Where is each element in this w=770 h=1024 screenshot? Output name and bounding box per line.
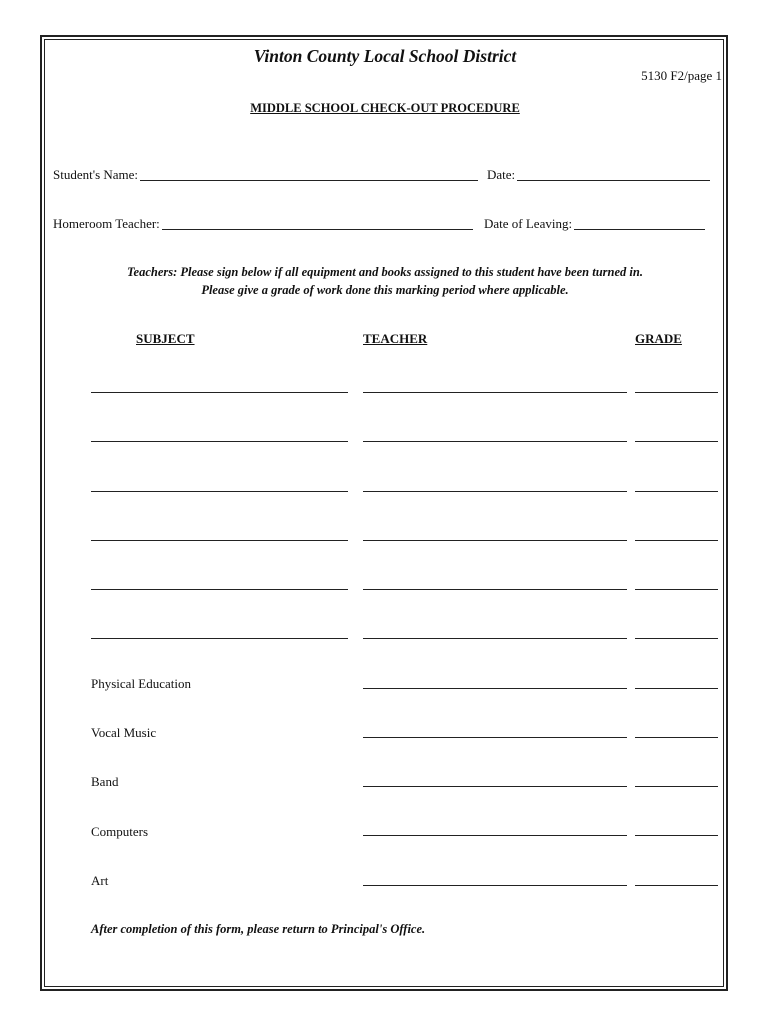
- page-code: 5130 F2/page 1: [641, 68, 722, 83]
- subject-line[interactable]: [91, 392, 348, 393]
- student-name-line[interactable]: [140, 169, 478, 181]
- column-header-grade: GRADE: [635, 331, 682, 346]
- grade-line[interactable]: [635, 589, 718, 590]
- homeroom-teacher-line[interactable]: [162, 218, 473, 230]
- column-header-teacher: TEACHER: [363, 331, 428, 346]
- subject-line[interactable]: [91, 441, 348, 442]
- grade-line[interactable]: [635, 441, 718, 442]
- grade-line[interactable]: [635, 638, 718, 639]
- teacher-line[interactable]: [363, 885, 627, 886]
- teacher-line[interactable]: [363, 638, 627, 639]
- subject-vocal-music: Vocal Music: [91, 725, 157, 740]
- student-name-label: Student's Name:: [53, 167, 139, 182]
- teacher-line[interactable]: [363, 441, 627, 442]
- subject-line[interactable]: [91, 491, 348, 492]
- grade-line[interactable]: [635, 786, 718, 787]
- homeroom-teacher-label: Homeroom Teacher:: [53, 216, 160, 231]
- date-of-leaving-line[interactable]: [574, 218, 705, 230]
- homeroom-teacher-field[interactable]: [53, 216, 473, 232]
- teacher-line[interactable]: [363, 786, 627, 787]
- date-line[interactable]: [517, 169, 710, 181]
- teacher-line[interactable]: [363, 589, 627, 590]
- form-heading: MIDDLE SCHOOL CHECK-OUT PROCEDURE: [250, 101, 520, 115]
- instruction-line-1: Teachers: Please sign below if all equipment and books assigned to this student have been turned in.: [127, 265, 643, 279]
- subject-computers: Computers: [91, 824, 149, 839]
- grade-line[interactable]: [635, 491, 718, 492]
- teacher-line[interactable]: [363, 737, 627, 738]
- date-label: Date:: [487, 167, 516, 182]
- subject-line[interactable]: [91, 589, 348, 590]
- subject-line[interactable]: [91, 540, 348, 541]
- student-name-field[interactable]: [53, 167, 478, 183]
- column-header-subject: SUBJECT: [136, 331, 195, 346]
- subject-art: Art: [91, 873, 109, 888]
- grade-line[interactable]: [635, 392, 718, 393]
- subject-line[interactable]: [91, 638, 348, 639]
- grade-line[interactable]: [635, 885, 718, 886]
- grade-line[interactable]: [635, 835, 718, 836]
- date-of-leaving-label: Date of Leaving:: [484, 216, 573, 231]
- footer-note: After completion of this form, please return to Principal's Office.: [91, 922, 426, 936]
- teacher-line[interactable]: [363, 688, 627, 689]
- teacher-line[interactable]: [363, 392, 627, 393]
- teacher-line[interactable]: [363, 540, 627, 541]
- instruction-line-2: Please give a grade of work done this marking period where applicable.: [201, 283, 569, 297]
- grade-line[interactable]: [635, 540, 718, 541]
- date-field[interactable]: [487, 167, 710, 183]
- subject-physical-education: Physical Education: [91, 676, 192, 691]
- subject-band: Band: [91, 774, 119, 789]
- date-of-leaving-field[interactable]: [484, 216, 705, 232]
- teacher-line[interactable]: [363, 835, 627, 836]
- grade-line[interactable]: [635, 688, 718, 689]
- district-title: Vinton County Local School District: [253, 46, 517, 66]
- grade-line[interactable]: [635, 737, 718, 738]
- teacher-line[interactable]: [363, 491, 627, 492]
